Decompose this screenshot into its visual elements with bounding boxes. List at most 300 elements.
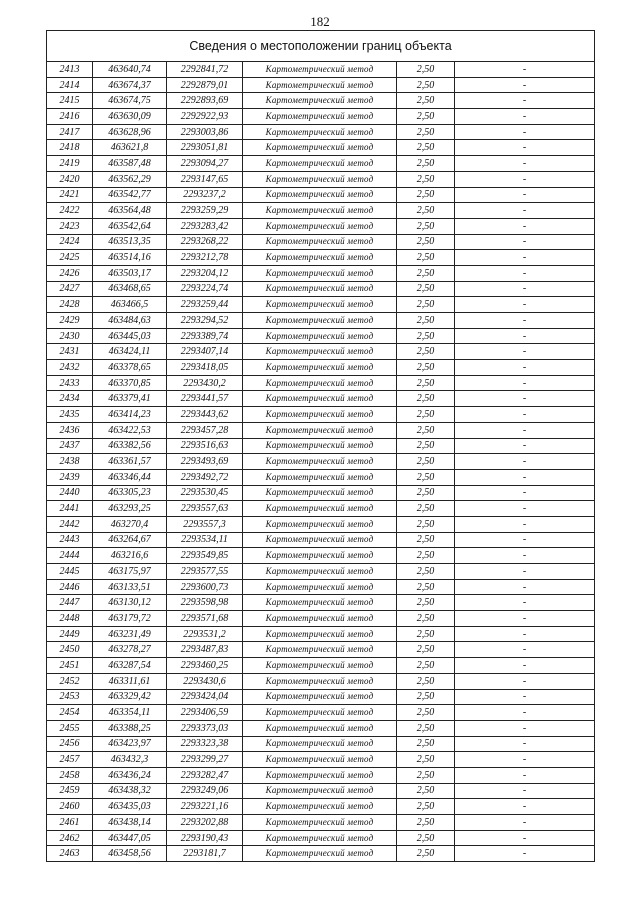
table-row: [47, 124, 595, 140]
method-cell: Картометрический метод: [243, 187, 397, 203]
method-cell: Картометрический метод: [243, 407, 397, 423]
x-coordinate-cell: 463422,53: [93, 422, 167, 438]
table-row: [47, 501, 595, 517]
y-coordinate-cell: 2293147,65: [167, 171, 243, 187]
y-coordinate-cell: 2293237,2: [167, 187, 243, 203]
accuracy-cell: 2,50: [397, 265, 455, 281]
description-cell: -: [455, 469, 595, 485]
description-cell: -: [455, 767, 595, 783]
y-coordinate-cell: 2293259,44: [167, 297, 243, 313]
point-number-cell: 2430: [47, 328, 93, 344]
description-cell: -: [455, 187, 595, 203]
y-coordinate-cell: 2292922,93: [167, 109, 243, 125]
x-coordinate-cell: 463621,8: [93, 140, 167, 156]
method-cell: Картометрический метод: [243, 344, 397, 360]
point-number-cell: 2427: [47, 281, 93, 297]
x-coordinate-cell: 463388,25: [93, 720, 167, 736]
method-cell: Картометрический метод: [243, 469, 397, 485]
method-cell: Картометрический метод: [243, 234, 397, 250]
table-row: [47, 422, 595, 438]
accuracy-cell: 2,50: [397, 611, 455, 627]
method-cell: Картометрический метод: [243, 846, 397, 862]
point-number-cell: 2446: [47, 579, 93, 595]
method-cell: Картометрический метод: [243, 156, 397, 172]
table-row: [47, 438, 595, 454]
table-row: [47, 564, 595, 580]
table-row: [47, 658, 595, 674]
accuracy-cell: 2,50: [397, 579, 455, 595]
y-coordinate-cell: 2293373,03: [167, 720, 243, 736]
accuracy-cell: 2,50: [397, 218, 455, 234]
table-row: [47, 705, 595, 721]
x-coordinate-cell: 463435,03: [93, 799, 167, 815]
point-number-cell: 2447: [47, 595, 93, 611]
x-coordinate-cell: 463674,37: [93, 77, 167, 93]
x-coordinate-cell: 463346,44: [93, 469, 167, 485]
x-coordinate-cell: 463287,54: [93, 658, 167, 674]
y-coordinate-cell: 2293283,42: [167, 218, 243, 234]
y-coordinate-cell: 2293323,38: [167, 736, 243, 752]
method-cell: Картометрический метод: [243, 62, 397, 78]
point-number-cell: 2436: [47, 422, 93, 438]
point-number-cell: 2461: [47, 815, 93, 831]
y-coordinate-cell: 2293221,16: [167, 799, 243, 815]
description-cell: -: [455, 642, 595, 658]
table-row: [47, 469, 595, 485]
accuracy-cell: 2,50: [397, 140, 455, 156]
y-coordinate-cell: 2292841,72: [167, 62, 243, 78]
accuracy-cell: 2,50: [397, 313, 455, 329]
table-caption-row: [47, 31, 595, 62]
y-coordinate-cell: 2293202,88: [167, 815, 243, 831]
table-row: [47, 736, 595, 752]
method-cell: Картометрический метод: [243, 250, 397, 266]
method-cell: Картометрический метод: [243, 265, 397, 281]
method-cell: Картометрический метод: [243, 281, 397, 297]
accuracy-cell: 2,50: [397, 720, 455, 736]
accuracy-cell: 2,50: [397, 77, 455, 93]
table-row: [47, 407, 595, 423]
y-coordinate-cell: 2293443,62: [167, 407, 243, 423]
accuracy-cell: 2,50: [397, 187, 455, 203]
description-cell: -: [455, 328, 595, 344]
x-coordinate-cell: 463175,97: [93, 564, 167, 580]
point-number-cell: 2462: [47, 830, 93, 846]
method-cell: Картометрический метод: [243, 93, 397, 109]
table-row: [47, 313, 595, 329]
x-coordinate-cell: 463674,75: [93, 93, 167, 109]
method-cell: Картометрический метод: [243, 815, 397, 831]
table-row: [47, 752, 595, 768]
table-row: [47, 62, 595, 78]
point-number-cell: 2441: [47, 501, 93, 517]
description-cell: -: [455, 705, 595, 721]
description-cell: -: [455, 297, 595, 313]
table-row: [47, 250, 595, 266]
point-number-cell: 2434: [47, 391, 93, 407]
point-number-cell: 2428: [47, 297, 93, 313]
x-coordinate-cell: 463216,6: [93, 548, 167, 564]
accuracy-cell: 2,50: [397, 156, 455, 172]
accuracy-cell: 2,50: [397, 626, 455, 642]
accuracy-cell: 2,50: [397, 109, 455, 125]
table-row: [47, 156, 595, 172]
accuracy-cell: 2,50: [397, 642, 455, 658]
x-coordinate-cell: 463447,05: [93, 830, 167, 846]
x-coordinate-cell: 463311,61: [93, 673, 167, 689]
y-coordinate-cell: 2293407,14: [167, 344, 243, 360]
description-cell: -: [455, 830, 595, 846]
point-number-cell: 2437: [47, 438, 93, 454]
description-cell: -: [455, 720, 595, 736]
x-coordinate-cell: 463587,48: [93, 156, 167, 172]
point-number-cell: 2419: [47, 156, 93, 172]
boundary-coordinates-table: [46, 30, 595, 862]
table-row: [47, 375, 595, 391]
table-row: [47, 783, 595, 799]
table-row: [47, 815, 595, 831]
y-coordinate-cell: 2293212,78: [167, 250, 243, 266]
point-number-cell: 2426: [47, 265, 93, 281]
table-row: [47, 297, 595, 313]
accuracy-cell: 2,50: [397, 171, 455, 187]
point-number-cell: 2451: [47, 658, 93, 674]
point-number-cell: 2414: [47, 77, 93, 93]
description-cell: -: [455, 124, 595, 140]
method-cell: Картометрический метод: [243, 218, 397, 234]
accuracy-cell: 2,50: [397, 281, 455, 297]
accuracy-cell: 2,50: [397, 846, 455, 862]
accuracy-cell: 2,50: [397, 62, 455, 78]
table-row: [47, 171, 595, 187]
description-cell: -: [455, 250, 595, 266]
table-row: [47, 720, 595, 736]
x-coordinate-cell: 463458,56: [93, 846, 167, 862]
table-row: [47, 187, 595, 203]
accuracy-cell: 2,50: [397, 595, 455, 611]
description-cell: -: [455, 689, 595, 705]
method-cell: Картометрический метод: [243, 720, 397, 736]
method-cell: Картометрический метод: [243, 422, 397, 438]
accuracy-cell: 2,50: [397, 469, 455, 485]
table-row: [47, 454, 595, 470]
table-body: [47, 62, 595, 862]
table-row: [47, 391, 595, 407]
accuracy-cell: 2,50: [397, 564, 455, 580]
y-coordinate-cell: 2293204,12: [167, 265, 243, 281]
accuracy-cell: 2,50: [397, 297, 455, 313]
accuracy-cell: 2,50: [397, 516, 455, 532]
method-cell: Картометрический метод: [243, 783, 397, 799]
description-cell: -: [455, 360, 595, 376]
y-coordinate-cell: 2292893,69: [167, 93, 243, 109]
accuracy-cell: 2,50: [397, 673, 455, 689]
table-row: [47, 234, 595, 250]
point-number-cell: 2459: [47, 783, 93, 799]
point-number-cell: 2458: [47, 767, 93, 783]
table-row: [47, 846, 595, 862]
method-cell: Картометрический метод: [243, 77, 397, 93]
method-cell: Картометрический метод: [243, 626, 397, 642]
point-number-cell: 2460: [47, 799, 93, 815]
description-cell: -: [455, 140, 595, 156]
accuracy-cell: 2,50: [397, 830, 455, 846]
y-coordinate-cell: 2293557,3: [167, 516, 243, 532]
table-row: [47, 140, 595, 156]
point-number-cell: 2435: [47, 407, 93, 423]
description-cell: -: [455, 579, 595, 595]
point-number-cell: 2415: [47, 93, 93, 109]
y-coordinate-cell: 2293549,85: [167, 548, 243, 564]
accuracy-cell: 2,50: [397, 815, 455, 831]
point-number-cell: 2454: [47, 705, 93, 721]
x-coordinate-cell: 463361,57: [93, 454, 167, 470]
method-cell: Картометрический метод: [243, 642, 397, 658]
table-row: [47, 77, 595, 93]
description-cell: -: [455, 281, 595, 297]
accuracy-cell: 2,50: [397, 438, 455, 454]
accuracy-cell: 2,50: [397, 752, 455, 768]
point-number-cell: 2429: [47, 313, 93, 329]
point-number-cell: 2463: [47, 846, 93, 862]
method-cell: Картометрический метод: [243, 109, 397, 125]
y-coordinate-cell: 2293294,52: [167, 313, 243, 329]
accuracy-cell: 2,50: [397, 250, 455, 266]
description-cell: -: [455, 501, 595, 517]
accuracy-cell: 2,50: [397, 799, 455, 815]
method-cell: Картометрический метод: [243, 124, 397, 140]
x-coordinate-cell: 463270,4: [93, 516, 167, 532]
y-coordinate-cell: 2293424,04: [167, 689, 243, 705]
method-cell: Картометрический метод: [243, 438, 397, 454]
y-coordinate-cell: 2293249,06: [167, 783, 243, 799]
accuracy-cell: 2,50: [397, 344, 455, 360]
method-cell: Картометрический метод: [243, 767, 397, 783]
point-number-cell: 2416: [47, 109, 93, 125]
method-cell: Картометрический метод: [243, 579, 397, 595]
x-coordinate-cell: 463466,5: [93, 297, 167, 313]
method-cell: Картометрический метод: [243, 548, 397, 564]
y-coordinate-cell: 2293418,05: [167, 360, 243, 376]
description-cell: -: [455, 783, 595, 799]
description-cell: -: [455, 532, 595, 548]
table-row: [47, 626, 595, 642]
description-cell: -: [455, 815, 595, 831]
x-coordinate-cell: 463542,77: [93, 187, 167, 203]
y-coordinate-cell: 2293487,83: [167, 642, 243, 658]
table-row: [47, 344, 595, 360]
method-cell: Картометрический метод: [243, 501, 397, 517]
description-cell: -: [455, 171, 595, 187]
y-coordinate-cell: 2293492,72: [167, 469, 243, 485]
page-number: 182: [310, 14, 330, 29]
point-number-cell: 2456: [47, 736, 93, 752]
description-cell: -: [455, 109, 595, 125]
method-cell: Картометрический метод: [243, 736, 397, 752]
method-cell: Картометрический метод: [243, 752, 397, 768]
point-number-cell: 2450: [47, 642, 93, 658]
y-coordinate-cell: 2293571,68: [167, 611, 243, 627]
description-cell: -: [455, 516, 595, 532]
description-cell: -: [455, 752, 595, 768]
accuracy-cell: 2,50: [397, 501, 455, 517]
table-row: [47, 109, 595, 125]
table-caption: Сведения о местоположении границ объекта: [47, 31, 595, 62]
table-row: [47, 360, 595, 376]
table-row: [47, 93, 595, 109]
method-cell: Картометрический метод: [243, 328, 397, 344]
table-row: [47, 611, 595, 627]
table-row: [47, 595, 595, 611]
point-number-cell: 2453: [47, 689, 93, 705]
x-coordinate-cell: 463445,03: [93, 328, 167, 344]
x-coordinate-cell: 463562,29: [93, 171, 167, 187]
y-coordinate-cell: 2293457,28: [167, 422, 243, 438]
y-coordinate-cell: 2293224,74: [167, 281, 243, 297]
accuracy-cell: 2,50: [397, 391, 455, 407]
x-coordinate-cell: 463438,14: [93, 815, 167, 831]
x-coordinate-cell: 463564,48: [93, 203, 167, 219]
accuracy-cell: 2,50: [397, 328, 455, 344]
method-cell: Картометрический метод: [243, 705, 397, 721]
y-coordinate-cell: 2293598,98: [167, 595, 243, 611]
y-coordinate-cell: 2293577,55: [167, 564, 243, 580]
accuracy-cell: 2,50: [397, 658, 455, 674]
accuracy-cell: 2,50: [397, 234, 455, 250]
point-number-cell: 2425: [47, 250, 93, 266]
method-cell: Картометрический метод: [243, 564, 397, 580]
method-cell: Картометрический метод: [243, 516, 397, 532]
y-coordinate-cell: 2293600,73: [167, 579, 243, 595]
x-coordinate-cell: 463264,67: [93, 532, 167, 548]
x-coordinate-cell: 463628,96: [93, 124, 167, 140]
table-row: [47, 689, 595, 705]
description-cell: -: [455, 218, 595, 234]
point-number-cell: 2438: [47, 454, 93, 470]
accuracy-cell: 2,50: [397, 532, 455, 548]
accuracy-cell: 2,50: [397, 783, 455, 799]
description-cell: -: [455, 391, 595, 407]
description-cell: -: [455, 375, 595, 391]
description-cell: -: [455, 203, 595, 219]
x-coordinate-cell: 463640,74: [93, 62, 167, 78]
description-cell: -: [455, 422, 595, 438]
x-coordinate-cell: 463484,63: [93, 313, 167, 329]
method-cell: Картометрический метод: [243, 375, 397, 391]
x-coordinate-cell: 463370,85: [93, 375, 167, 391]
x-coordinate-cell: 463329,42: [93, 689, 167, 705]
y-coordinate-cell: 2293181,7: [167, 846, 243, 862]
table-row: [47, 328, 595, 344]
description-cell: -: [455, 658, 595, 674]
x-coordinate-cell: 463379,41: [93, 391, 167, 407]
x-coordinate-cell: 463542,64: [93, 218, 167, 234]
table-row: [47, 830, 595, 846]
table-row: [47, 485, 595, 501]
point-number-cell: 2420: [47, 171, 93, 187]
y-coordinate-cell: 2293282,47: [167, 767, 243, 783]
method-cell: Картометрический метод: [243, 689, 397, 705]
accuracy-cell: 2,50: [397, 407, 455, 423]
table-row: [47, 673, 595, 689]
y-coordinate-cell: 2293534,11: [167, 532, 243, 548]
boundary-table-sheet: [46, 30, 594, 862]
table-row: [47, 203, 595, 219]
table-row: [47, 218, 595, 234]
table-row: [47, 799, 595, 815]
x-coordinate-cell: 463513,35: [93, 234, 167, 250]
method-cell: Картометрический метод: [243, 140, 397, 156]
point-number-cell: 2418: [47, 140, 93, 156]
accuracy-cell: 2,50: [397, 454, 455, 470]
accuracy-cell: 2,50: [397, 548, 455, 564]
x-coordinate-cell: 463468,65: [93, 281, 167, 297]
description-cell: -: [455, 548, 595, 564]
description-cell: -: [455, 156, 595, 172]
description-cell: -: [455, 93, 595, 109]
point-number-cell: 2422: [47, 203, 93, 219]
description-cell: -: [455, 313, 595, 329]
x-coordinate-cell: 463179,72: [93, 611, 167, 627]
description-cell: -: [455, 564, 595, 580]
y-coordinate-cell: 2293516,63: [167, 438, 243, 454]
accuracy-cell: 2,50: [397, 203, 455, 219]
x-coordinate-cell: 463305,23: [93, 485, 167, 501]
accuracy-cell: 2,50: [397, 360, 455, 376]
accuracy-cell: 2,50: [397, 375, 455, 391]
description-cell: -: [455, 846, 595, 862]
y-coordinate-cell: 2293430,2: [167, 375, 243, 391]
table-row: [47, 579, 595, 595]
x-coordinate-cell: 463432,3: [93, 752, 167, 768]
y-coordinate-cell: 2293051,81: [167, 140, 243, 156]
method-cell: Картометрический метод: [243, 485, 397, 501]
y-coordinate-cell: 2292879,01: [167, 77, 243, 93]
point-number-cell: 2432: [47, 360, 93, 376]
y-coordinate-cell: 2293190,43: [167, 830, 243, 846]
method-cell: Картометрический метод: [243, 673, 397, 689]
point-number-cell: 2439: [47, 469, 93, 485]
x-coordinate-cell: 463133,51: [93, 579, 167, 595]
description-cell: -: [455, 626, 595, 642]
x-coordinate-cell: 463231,49: [93, 626, 167, 642]
y-coordinate-cell: 2293268,22: [167, 234, 243, 250]
table-row: [47, 532, 595, 548]
method-cell: Картометрический метод: [243, 297, 397, 313]
table-row: [47, 265, 595, 281]
accuracy-cell: 2,50: [397, 736, 455, 752]
table-row: [47, 281, 595, 297]
x-coordinate-cell: 463630,09: [93, 109, 167, 125]
accuracy-cell: 2,50: [397, 485, 455, 501]
x-coordinate-cell: 463514,16: [93, 250, 167, 266]
table-row: [47, 642, 595, 658]
method-cell: Картометрический метод: [243, 830, 397, 846]
description-cell: -: [455, 611, 595, 627]
x-coordinate-cell: 463438,32: [93, 783, 167, 799]
description-cell: -: [455, 736, 595, 752]
y-coordinate-cell: 2293259,29: [167, 203, 243, 219]
accuracy-cell: 2,50: [397, 93, 455, 109]
y-coordinate-cell: 2293460,25: [167, 658, 243, 674]
y-coordinate-cell: 2293441,57: [167, 391, 243, 407]
method-cell: Картометрический метод: [243, 454, 397, 470]
x-coordinate-cell: 463436,24: [93, 767, 167, 783]
point-number-cell: 2413: [47, 62, 93, 78]
y-coordinate-cell: 2293557,63: [167, 501, 243, 517]
method-cell: Картометрический метод: [243, 532, 397, 548]
accuracy-cell: 2,50: [397, 422, 455, 438]
